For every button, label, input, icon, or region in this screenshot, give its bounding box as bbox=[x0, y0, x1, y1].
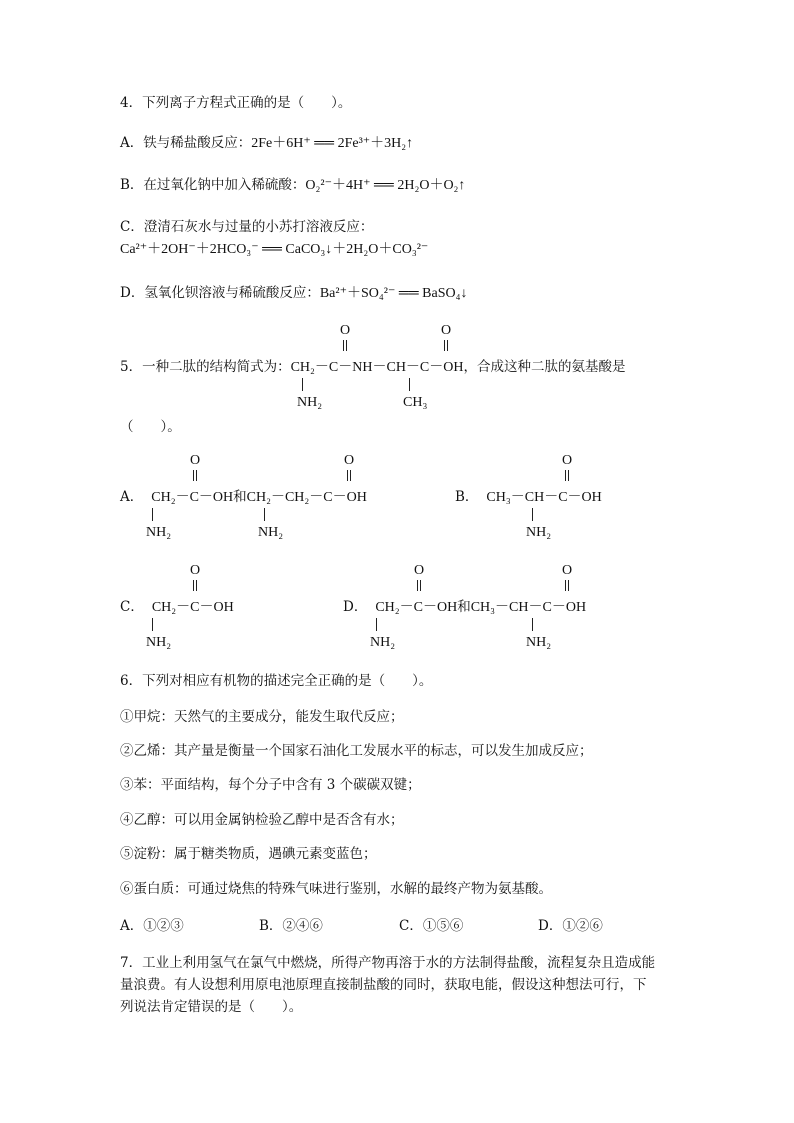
option-d-equation: Ba²⁺＋SO₄²⁻ ══ BaSO₄↓ bbox=[319, 286, 468, 301]
question-5-stem bbox=[120, 358, 626, 376]
double-bond bbox=[193, 580, 197, 591]
question-6-stem: 6．下列对相应有机物的描述完全正确的是（ ）。 bbox=[120, 673, 433, 689]
nh2-group: NH₂ bbox=[526, 525, 552, 540]
option-a-equation: 2Fe＋6H⁺ ══ 2Fe³⁺＋3H₂↑ bbox=[251, 136, 414, 151]
nh2-group: NH₂ bbox=[370, 635, 396, 650]
question-5-paren: （ ）。 bbox=[120, 419, 181, 435]
question-5-option-d bbox=[343, 598, 586, 616]
option-a-label: A． bbox=[120, 489, 144, 505]
double-bond bbox=[444, 340, 448, 351]
option-d-label: D．氢氧化钡溶液与稀硫酸反应： bbox=[120, 285, 320, 301]
question-4-option-b bbox=[120, 176, 465, 194]
question-6-option-c: C．①⑤⑥ bbox=[399, 918, 464, 934]
stem-start: 5．一种二肽的结构简式为： bbox=[120, 359, 291, 375]
single-bond bbox=[409, 378, 410, 391]
single-bond bbox=[376, 618, 377, 631]
and-text: 和 bbox=[233, 489, 247, 505]
double-bond bbox=[417, 580, 421, 591]
double-bond bbox=[565, 580, 569, 591]
question-6-option-b: B．②④⑥ bbox=[259, 918, 323, 934]
question-4-stem: 4．下列离子方程式正确的是（ ）。 bbox=[120, 95, 352, 111]
statement-6: ⑥蛋白质：可通过烧焦的特殊气味进行鉴别，水解的最终产物为氨基酸。 bbox=[120, 881, 552, 897]
stem-end: ，合成这种二肽的氨基酸是 bbox=[463, 359, 626, 375]
carbonyl-o: O bbox=[414, 563, 425, 578]
question-4-option-c: C．澄清石灰水与过量的小苏打溶液反应： bbox=[120, 219, 374, 235]
double-bond bbox=[193, 470, 197, 481]
option-b-equation: O₂²⁻＋4H⁺ ══ 2H₂O＋O₂↑ bbox=[305, 178, 466, 193]
ch3-group: CH₃ bbox=[403, 395, 428, 410]
question-7-line-3: 列说法肯定错误的是（ ）。 bbox=[120, 999, 303, 1015]
single-bond bbox=[532, 618, 533, 631]
nh2-group: NH₂ bbox=[297, 395, 323, 410]
carbonyl-o: O bbox=[562, 453, 573, 468]
question-5-option-c bbox=[120, 598, 234, 616]
double-bond bbox=[343, 340, 347, 351]
carbonyl-o: O bbox=[344, 453, 355, 468]
option-b-label: B．在过氧化钠中加入稀硫酸： bbox=[120, 177, 306, 193]
beta-amino-acid-formula: CH₂－CH₂－C－OH bbox=[246, 490, 367, 505]
option-a-label: A．铁与稀盐酸反应： bbox=[120, 135, 252, 151]
glycine-formula: CH₂－C－OH bbox=[375, 600, 458, 615]
statement-5: ⑤淀粉：属于糖类物质，遇碘元素变蓝色； bbox=[120, 846, 377, 862]
carbonyl-o: O bbox=[190, 563, 201, 578]
question-5-option-b bbox=[455, 488, 602, 506]
statement-3: ③苯：平面结构，每个分子中含有 3 个碳碳双键； bbox=[120, 777, 421, 793]
statement-2: ②乙烯：其产量是衡量一个国家石油化工发展水平的标志，可以发生加成反应； bbox=[120, 743, 593, 759]
nh2-group: NH₂ bbox=[526, 635, 552, 650]
single-bond bbox=[302, 378, 303, 391]
nh2-group: NH₂ bbox=[258, 525, 284, 540]
question-4-option-d bbox=[120, 284, 468, 302]
option-c-equation: Ca²⁺＋2OH⁻＋2HCO₃⁻ ══ CaCO₃↓＋2H₂O＋CO₃²⁻ bbox=[120, 242, 429, 257]
nh2-group: NH₂ bbox=[146, 525, 172, 540]
question-6-option-a: A．①②③ bbox=[120, 918, 184, 934]
question-7-line-2: 量浪费。有人设想利用原电池原理直接制盐酸的同时，获取电能，假设这种想法可行，下 bbox=[120, 977, 647, 993]
dipeptide-formula: CH₂－C－NH－CH－C－OH bbox=[290, 360, 464, 375]
option-c-label: C． bbox=[120, 599, 144, 615]
question-7-line-1: 7．工业上利用氢气在氯气中燃烧，所得产物再溶于水的方法制得盐酸，流程复杂且造成能 bbox=[120, 955, 656, 971]
glycine-formula: CH₂－C－OH bbox=[151, 490, 234, 505]
option-b-label: B． bbox=[455, 489, 479, 505]
carbonyl-o: O bbox=[190, 453, 201, 468]
option-d-label: D． bbox=[343, 599, 368, 615]
double-bond bbox=[565, 470, 569, 481]
single-bond bbox=[152, 618, 153, 631]
and-text: 和 bbox=[457, 599, 471, 615]
single-bond bbox=[264, 508, 265, 521]
carbonyl-o: O bbox=[340, 323, 351, 338]
question-5-option-a bbox=[120, 488, 367, 506]
single-bond bbox=[152, 508, 153, 521]
alanine-formula: CH₃－CH－C－OH bbox=[470, 600, 587, 615]
statement-1: ①甲烷：天然气的主要成分，能发生取代反应； bbox=[120, 709, 404, 725]
double-bond bbox=[347, 470, 351, 481]
single-bond bbox=[532, 508, 533, 521]
statement-4: ④乙醇：可以用金属钠检验乙醇中是否含有水； bbox=[120, 812, 404, 828]
glycine-formula: CH₂－C－OH bbox=[151, 600, 234, 615]
carbonyl-o: O bbox=[562, 563, 573, 578]
nh2-group: NH₂ bbox=[146, 635, 172, 650]
question-6-option-d: D．①②⑥ bbox=[538, 918, 603, 934]
carbonyl-o: O bbox=[441, 323, 452, 338]
alanine-formula: CH₃－CH－C－OH bbox=[486, 490, 602, 505]
question-4-option-a bbox=[120, 134, 413, 152]
